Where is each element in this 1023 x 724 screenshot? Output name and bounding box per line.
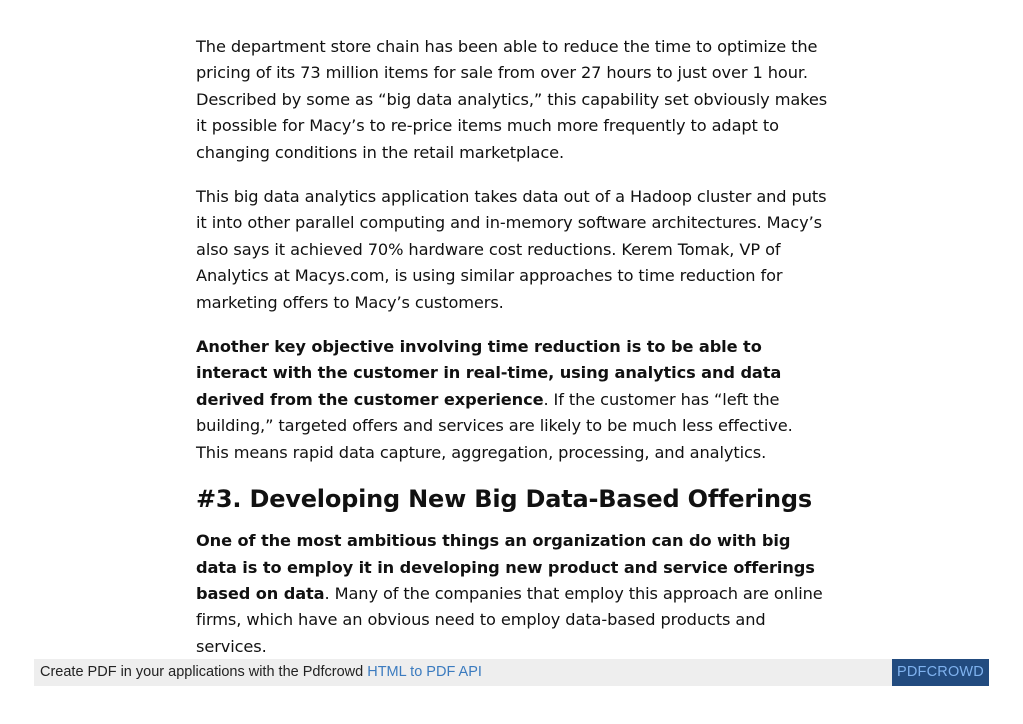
paragraph-real-time — [196, 334, 828, 466]
pdfcrowd-footer — [34, 659, 989, 686]
paragraph-real-time-bold: Another key objective involving time reduction is to be able to interact with the customer in real-time, using analytics and data derived from the customer experience — [196, 337, 782, 409]
paragraph-pricing: The department store chain has been able to reduce the time to optimize the pricing of its 73 million items for sale from over 27 hours to just over 1 hour. Described by some as “big data analytics,” this capability set obviously makes it possible for Macy’s to re-price items much more frequently to adapt to changing conditions in the retail marketplace. — [196, 37, 828, 162]
footer-text — [40, 664, 482, 680]
section-heading: #3. Developing New Big Data-Based Offerings — [196, 485, 812, 514]
paragraph-offerings-rest: . Many of the companies that employ this approach are online firms, which have an obvious need to employ data-based products and services. — [196, 583, 823, 656]
html-to-pdf-api-link[interactable]: HTML to PDF API — [367, 664, 482, 680]
article-body — [196, 34, 828, 678]
paragraph-offerings — [196, 528, 828, 660]
paragraph-hadoop: This big data analytics application takes data out of a Hadoop cluster and puts it into other parallel computing and in-memory software architectures. Macy’s also says it achieved 70% hardware cost reductions. Kerem Tomak, VP of Analytics at Macys.com, is using similar approaches to time reduction for marketing offers to Macy’s customers. — [196, 187, 827, 312]
pdfcrowd-logo-button[interactable]: PDFCROWD — [892, 659, 989, 686]
paragraph-offerings-bold: One of the most ambitious things an organization can do with big data is to employ it in developing new product and service offerings based on data — [196, 531, 815, 603]
footer-caption: Create PDF in your applications with the Pdfcrowd — [40, 664, 368, 680]
paragraph-real-time-rest: . If the customer has “left the building,” targeted offers and services are likely to be much less effective. This means rapid data capture, aggregation, processing, and analytics. — [196, 389, 793, 462]
